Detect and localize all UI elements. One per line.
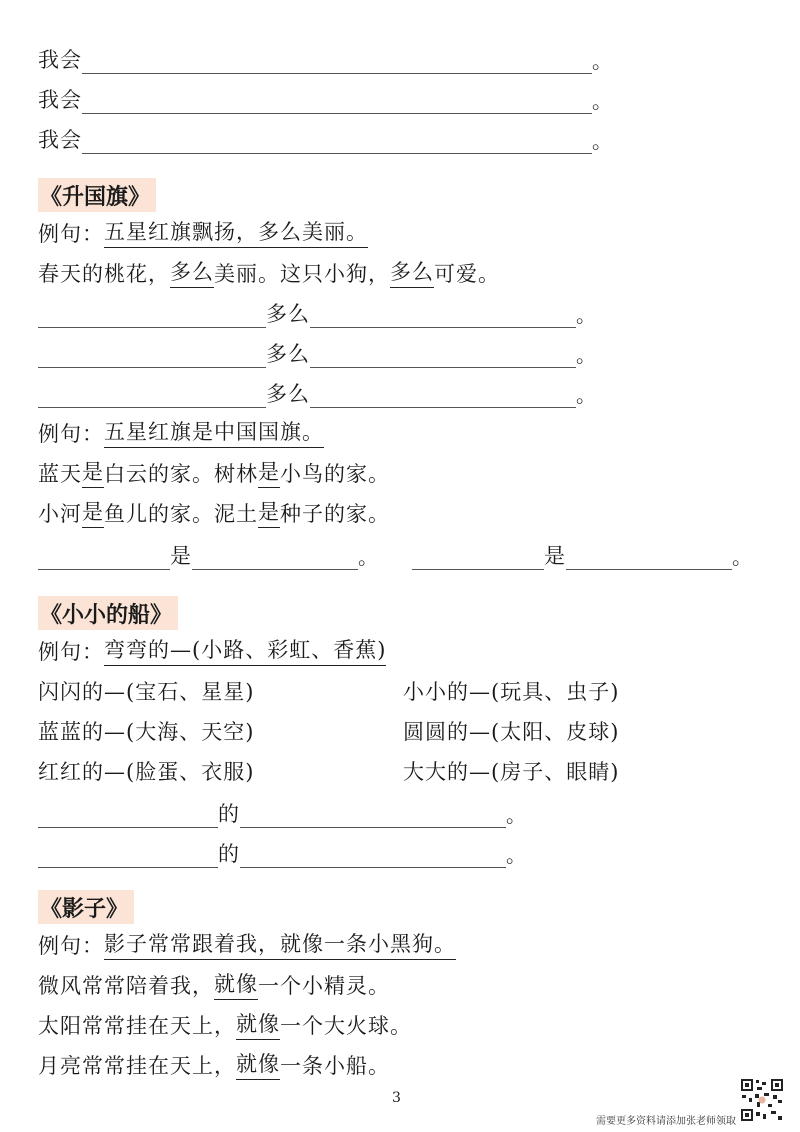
pair-row [38,716,254,746]
fill-line-row [38,838,527,868]
period: 。 [358,545,379,569]
keyword: 是 [258,456,280,488]
page-number: 3 [392,1090,401,1106]
answer-blank[interactable] [38,385,266,408]
keyword: 是 [258,496,280,528]
section-title: 《小小的船》 [38,596,178,630]
example-sentence [38,930,456,960]
fill-line-row [38,540,379,570]
answer-blank[interactable] [82,131,592,154]
keyword: 就像 [236,1048,280,1080]
fill-line-row [412,540,753,570]
text: 鱼儿的家。泥土 [104,502,258,526]
period: 。 [576,383,597,407]
period: 。 [592,49,613,73]
answer-blank[interactable] [310,345,576,368]
example-line [38,498,390,528]
answer-blank[interactable] [240,845,506,868]
example-text: 影子常常跟着我，就像一条小黑狗。 [104,928,456,960]
example-line [38,1010,412,1040]
text: 一个大火球。 [280,1014,412,1038]
text: 小河 [38,502,82,526]
keyword: 就像 [236,1008,280,1040]
qr-code-icon [740,1078,784,1122]
phrase-left: 闪闪的—(宝石、星星) [38,680,255,704]
answer-blank[interactable] [566,547,732,570]
pair-row [403,676,619,706]
example-text: 五星红旗是中国国旗。 [104,416,324,448]
phrase-right: 圆圆的—(太阳、皮球) [403,720,620,744]
example-text: 弯弯的—(小路、彩虹、香蕉) [104,634,386,666]
answer-blank[interactable] [310,385,576,408]
answer-blank[interactable] [192,547,358,570]
fill-line-row [38,378,597,408]
pair-row [403,716,619,746]
fill-word: 是 [544,544,566,568]
phrase-left: 蓝蓝的—(大海、天空) [38,720,255,744]
text: 春天的桃花， [38,262,170,286]
answer-blank[interactable] [82,91,592,114]
example-sentence [38,218,368,248]
example-label: 例句： [38,640,104,664]
pair-row [38,756,254,786]
period: 。 [732,545,753,569]
section-title: 《升国旗》 [38,178,156,212]
fill-line-row [38,124,613,154]
period: 。 [592,89,613,113]
fill-line-row [38,84,613,114]
text: 美丽。这只小狗， [214,262,390,286]
text: 太阳常常挂在天上， [38,1014,236,1038]
row-prefix: 我会 [38,88,82,112]
example-label: 例句： [38,222,104,246]
answer-blank[interactable] [82,51,592,74]
keyword: 是 [82,496,104,528]
answer-blank[interactable] [310,305,576,328]
example-line [38,970,390,1000]
text: 一个小精灵。 [258,974,390,998]
example-label: 例句： [38,934,104,958]
text: 白云的家。树林 [104,462,258,486]
text: 蓝天 [38,462,82,486]
footer-note: 需要更多资料请添加张老师领取 [596,1116,736,1127]
answer-blank[interactable] [38,305,266,328]
phrase-left: 红红的—(脸蛋、衣服) [38,760,255,784]
keyword: 多么 [170,256,214,288]
section-title: 《影子》 [38,890,134,924]
answer-blank[interactable] [240,805,506,828]
example-text: 五星红旗飘扬，多么美丽。 [104,216,368,248]
answer-blank[interactable] [38,845,218,868]
pair-row [38,676,254,706]
fill-line-row [38,338,597,368]
fill-word: 多么 [266,342,310,366]
text: 种子的家。 [280,502,390,526]
period: 。 [506,843,527,867]
example-label: 例句： [38,422,104,446]
example-sentence [38,636,386,666]
answer-blank[interactable] [38,805,218,828]
period: 。 [576,303,597,327]
text: 月亮常常挂在天上， [38,1054,236,1078]
pair-row [403,756,619,786]
fill-word: 的 [218,802,240,826]
fill-line-row [38,298,597,328]
example-line [38,1050,390,1080]
answer-blank[interactable] [412,547,544,570]
keyword: 就像 [214,968,258,1000]
period: 。 [506,803,527,827]
row-prefix: 我会 [38,128,82,152]
period: 。 [576,343,597,367]
fill-line-row [38,798,527,828]
keyword: 多么 [390,256,434,288]
text: 可爱。 [434,262,500,286]
fill-word: 的 [218,842,240,866]
fill-word: 多么 [266,302,310,326]
fill-word: 是 [170,544,192,568]
fill-line-row [38,44,613,74]
period: 。 [592,129,613,153]
answer-blank[interactable] [38,547,170,570]
text: 微风常常陪着我， [38,974,214,998]
answer-blank[interactable] [38,345,266,368]
phrase-right: 小小的—(玩具、虫子) [403,680,620,704]
row-prefix: 我会 [38,48,82,72]
example-sentence [38,418,324,448]
example-line [38,458,390,488]
example-line [38,258,500,288]
phrase-right: 大大的—(房子、眼睛) [403,760,620,784]
keyword: 是 [82,456,104,488]
text: 小鸟的家。 [280,462,390,486]
fill-word: 多么 [266,382,310,406]
text: 一条小船。 [280,1054,390,1078]
